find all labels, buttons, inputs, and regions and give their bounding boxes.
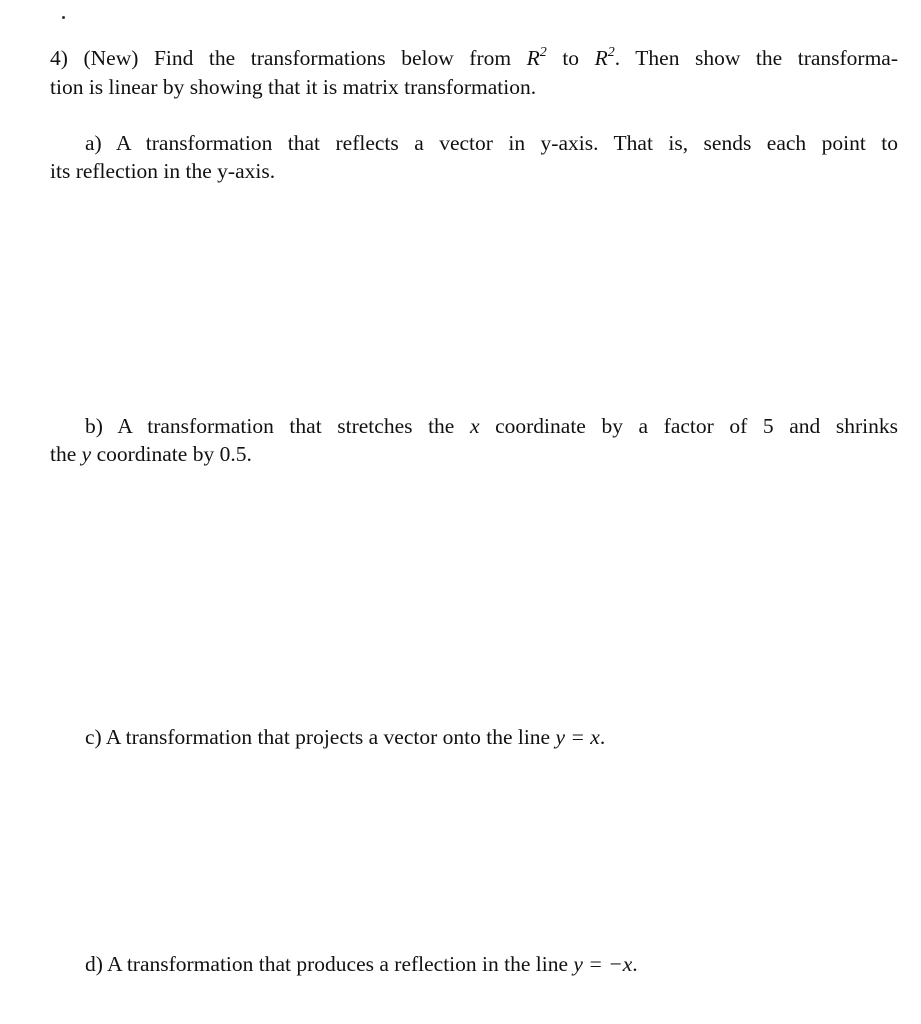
part-a-line-2: its reflection in the y-axis. — [50, 159, 276, 183]
problem-line-2: tion is linear by showing that it is matrix transformation. — [50, 75, 537, 99]
part-b-line-2: the y coordinate by 0.5. — [50, 442, 252, 466]
part-d: d) A transformation that produces a reflection in the line y = −x. — [85, 952, 638, 976]
problem-line-1 — [50, 46, 898, 71]
part-a-line-1: a) A transformation that reflects a vector in y-axis. That is, sends each point to — [85, 131, 898, 155]
problem-tag: (New) — [83, 46, 139, 70]
problem-number: 4) — [50, 46, 68, 70]
stray-dot — [62, 16, 65, 19]
part-b-line-1: b) A transformation that stretches the x coordinate by a factor of 5 and shrinks — [85, 414, 899, 438]
domain-space: $R^2$ — [526, 45, 547, 70]
problem-text: . Then show the transforma- — [614, 46, 899, 70]
codomain-space: $R^2$ — [594, 45, 615, 70]
problem-text: to — [562, 46, 580, 70]
part-c: c) A transformation that projects a vector onto the line y = x. — [85, 725, 606, 749]
problem-text: Find the transformations below from — [153, 46, 512, 70]
